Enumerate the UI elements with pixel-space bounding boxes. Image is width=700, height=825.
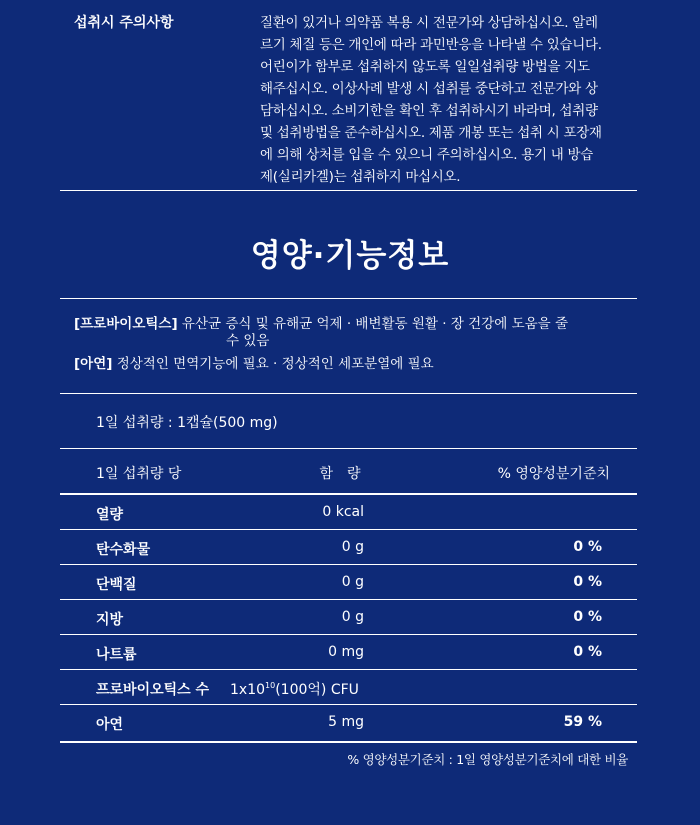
caution-line: 제(실리카겔)는 섭취하지 마십시오.	[260, 169, 461, 185]
nutrient-name: 지방	[96, 612, 124, 628]
amount-suffix: (100억) CFU	[275, 682, 359, 698]
nutrient-amount	[230, 679, 430, 699]
nutrient-name: 아연	[96, 717, 124, 733]
table-row	[60, 564, 637, 599]
function-text: 정상적인 면역기능에 필요 · 정상적인 세포분열에 필요	[112, 356, 434, 372]
caution-section	[60, 0, 637, 191]
nutrient-name: 탄수화물	[96, 542, 151, 558]
function-text: 유산균 증식 및 유해균 억제 · 배변활동 원활 · 장 건강에 도움을 줄	[177, 316, 569, 332]
nutrient-amount: 0 g	[341, 609, 364, 625]
table-row	[60, 704, 637, 743]
function-tag: [프로바이오틱스]	[74, 316, 178, 332]
caution-line: 담하십시오. 소비기한을 확인 후 섭취하시기 바라며, 섭취량	[260, 103, 598, 119]
nutrient-amount: 0 kcal	[322, 504, 364, 520]
header-per-serving: 1일 섭취량 당	[96, 466, 182, 482]
function-text-continued: 수 있음	[226, 333, 270, 349]
nutrient-name: 나트륨	[96, 647, 137, 663]
footnote: % 영양성분기준치 : 1일 영양성분기준치에 대한 비율	[347, 752, 628, 767]
nutrient-pct: 0 %	[573, 539, 602, 555]
table-row	[60, 493, 637, 529]
table-header	[60, 448, 637, 493]
table-row	[60, 634, 637, 669]
nutrition-table	[60, 393, 637, 743]
caution-label: 섭취시 주의사항	[74, 15, 174, 31]
caution-line: 어린이가 함부로 섭취하지 않도록 일일섭취량 방법을 지도	[260, 59, 590, 75]
caution-line: 르기 체질 등은 개인에 따라 과민반응을 나타낼 수 있습니다.	[260, 37, 602, 53]
caution-text	[260, 12, 640, 188]
table-row	[60, 529, 637, 564]
nutrient-amount: 5 mg	[328, 714, 364, 730]
function-probiotics	[74, 315, 568, 333]
nutrient-amount: 0 mg	[328, 644, 364, 660]
section-title: 영양·기능정보	[250, 238, 450, 274]
nutrient-amount: 0 g	[341, 574, 364, 590]
caution-line: 해주십시오. 이상사례 발생 시 섭취를 중단하고 전문가와 상	[260, 81, 598, 97]
amount-exponent: 10	[265, 681, 276, 690]
caution-line: 및 섭취방법을 준수하십시오. 제품 개봉 또는 섭취 시 포장재	[260, 125, 602, 141]
nutrient-pct: 59 %	[563, 714, 602, 730]
nutrient-pct: 0 %	[573, 644, 602, 660]
function-zinc	[74, 355, 434, 373]
header-daily-value: % 영양성분기준치	[497, 466, 610, 482]
function-tag: [아연]	[74, 356, 113, 372]
nutrient-pct: 0 %	[573, 609, 602, 625]
table-row	[60, 599, 637, 634]
nutrient-pct: 0 %	[573, 574, 602, 590]
serving-size-text: 1일 섭취량 : 1캡슐(500 mg)	[96, 415, 278, 431]
amount-base: 1x10	[230, 682, 266, 698]
serving-size	[60, 394, 637, 448]
nutrient-name: 프로바이오틱스 수	[96, 682, 210, 698]
table-row	[60, 669, 637, 704]
nutrient-amount: 0 g	[341, 539, 364, 555]
caution-line: 에 의해 상처를 입을 수 있으니 주의하십시오. 용기 내 방습	[260, 147, 593, 163]
nutrient-name: 열량	[96, 507, 124, 523]
header-amount: 함 량	[319, 466, 361, 482]
nutrient-name: 단백질	[96, 577, 137, 593]
function-info	[60, 298, 637, 379]
caution-line: 질환이 있거나 의약품 복용 시 전문가와 상담하십시오. 알레	[260, 15, 598, 31]
